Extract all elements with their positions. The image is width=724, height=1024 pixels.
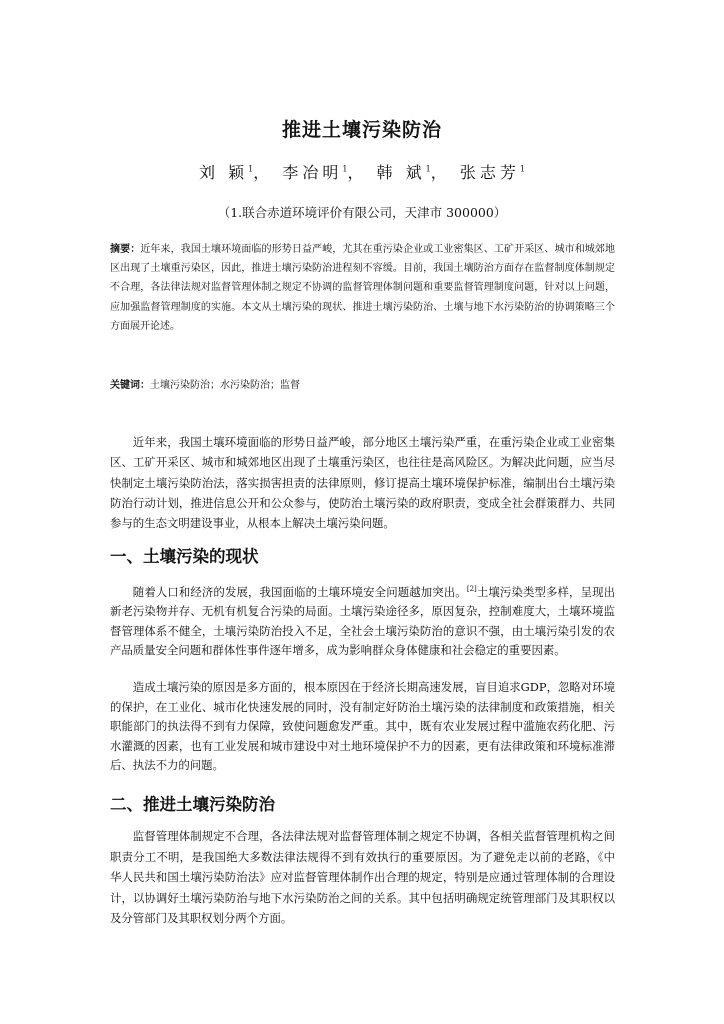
author-name: 韩 斌 — [376, 163, 426, 182]
author-affiliation-mark: 1 — [248, 164, 254, 174]
affiliation: （1.联合赤道环境评价有限公司，天津市 300000） — [217, 205, 507, 220]
author-affiliation-mark: 1 — [519, 164, 525, 174]
author-separator: ， — [253, 163, 274, 182]
paper-title: 推进土壤污染防治 — [281, 119, 442, 141]
section2-paragraph-1: 监督管理体制规定不合理，各法律法规对监督管理体制之规定不协调，各相关监督管理机构之间职责分工不明，是我国绝大多数法律法规得不到有效执行的重要原因。为了避免走以前的老路，《中华人民共和国土壤污染防治法》应对监督管理体制作出合理的规定，特别是应通过管理体制的合理设计，以协调好土壤污染防治与地下水污染防治之间的关系。其中包括明确规定统管理部门及其职权以及分管部门及其职权划分两个方面。 — [110, 829, 615, 926]
citation-ref: [2] — [466, 585, 477, 593]
section-heading-1: 一、土壤污染的现状 — [110, 547, 259, 566]
keywords-text: 土壤污染防治；水污染防治；监督 — [150, 380, 300, 391]
author-affiliation-mark: 1 — [342, 164, 348, 174]
intro-paragraph: 近年来，我国土壤环境面临的形势日益严峻，部分地区土壤污染严重，在重污染企业或工业密集区、工矿开采区、城市和城郊地区出现了土壤重污染区，也往往是高风险区。为解决此问题，应当尽快制定土壤污染防治法，落实损害担责的法律原则，修订提高土壤环境保护标准，编制出台土壤污染防治行动计划，推进信息公开和公众参与，使防治土壤污染的政府职责，变成全社会群策群力、共同参与的生态文明建设事业，从根本上解决土壤污染问题。 — [110, 435, 615, 531]
section-heading-2: 二、推进土壤污染防治 — [110, 795, 275, 814]
author-affiliation-mark: 1 — [425, 164, 431, 174]
section1-paragraph-1 — [110, 580, 615, 661]
abstract — [110, 240, 615, 336]
keywords-label: 关键词： — [110, 380, 150, 391]
abstract-text: 近年来，我国土壤环境面临的形势日益严峻，尤其在重污染企业或工业密集区、工矿开采区、城市和城郊地区出现了土壤重污染区，因此，推进土壤污染防治进程刻不容缓。目前，我国土壤防治方面存在监督制度体制规定不合理，各法律法规对监督管理体制之规定不协调的监督管理体制问题和重要监督管理制度问题，针对以上问题，应加强监督管理制度的实施。本文从土壤污染的现状、推进土壤污染防治、土壤与地下水污染防治的协调策略三个方面展开论述。 — [110, 244, 616, 332]
author-name: 李冶明 — [282, 163, 343, 182]
author-list — [0, 160, 724, 183]
paragraph-text: 随着人口和经济的发展，我国面临的土壤环境安全问题越加突出。 — [132, 584, 467, 599]
section1-paragraph-2: 造成土壤污染的原因是多方面的，根本原因在于经济长期高速发展，盲目追求GDP，忽略对环境的保护，在工业化、城市化快速发展的同时，没有制定好防治土壤污染的法律制度和政策措施，相关职能部门的执法得不到有力保障，致使问题愈发严重。其中，既有农业发展过程中滥施农药化肥、污水灌溉的因素，也有工业发展和城市建设中对土地环境保护不力的因素，更有法律政策和环境标准滞后、执法不力的问题。 — [110, 680, 615, 772]
keywords — [110, 376, 615, 391]
author-name: 刘 颖 — [199, 163, 249, 182]
author-name: 张志芳 — [459, 163, 520, 182]
author-separator: ， — [347, 163, 368, 182]
paragraph-text: 土壤污染类型多样，呈现出新老污染物并存、无机有机复合污染的局面。土壤污染途径多，原因复杂，控制难度大，土壤环境监督管理体系不健全，土壤污染防治投入不足，全社会土壤污染防治的意识不强，由土壤污染引发的农产品质量安全问题和群体性事件逐年增多，成为影响群众身体健康和社会稳定的重要因素。 — [110, 584, 615, 658]
author-separator: ， — [430, 163, 451, 182]
abstract-label: 摘要： — [110, 244, 141, 255]
